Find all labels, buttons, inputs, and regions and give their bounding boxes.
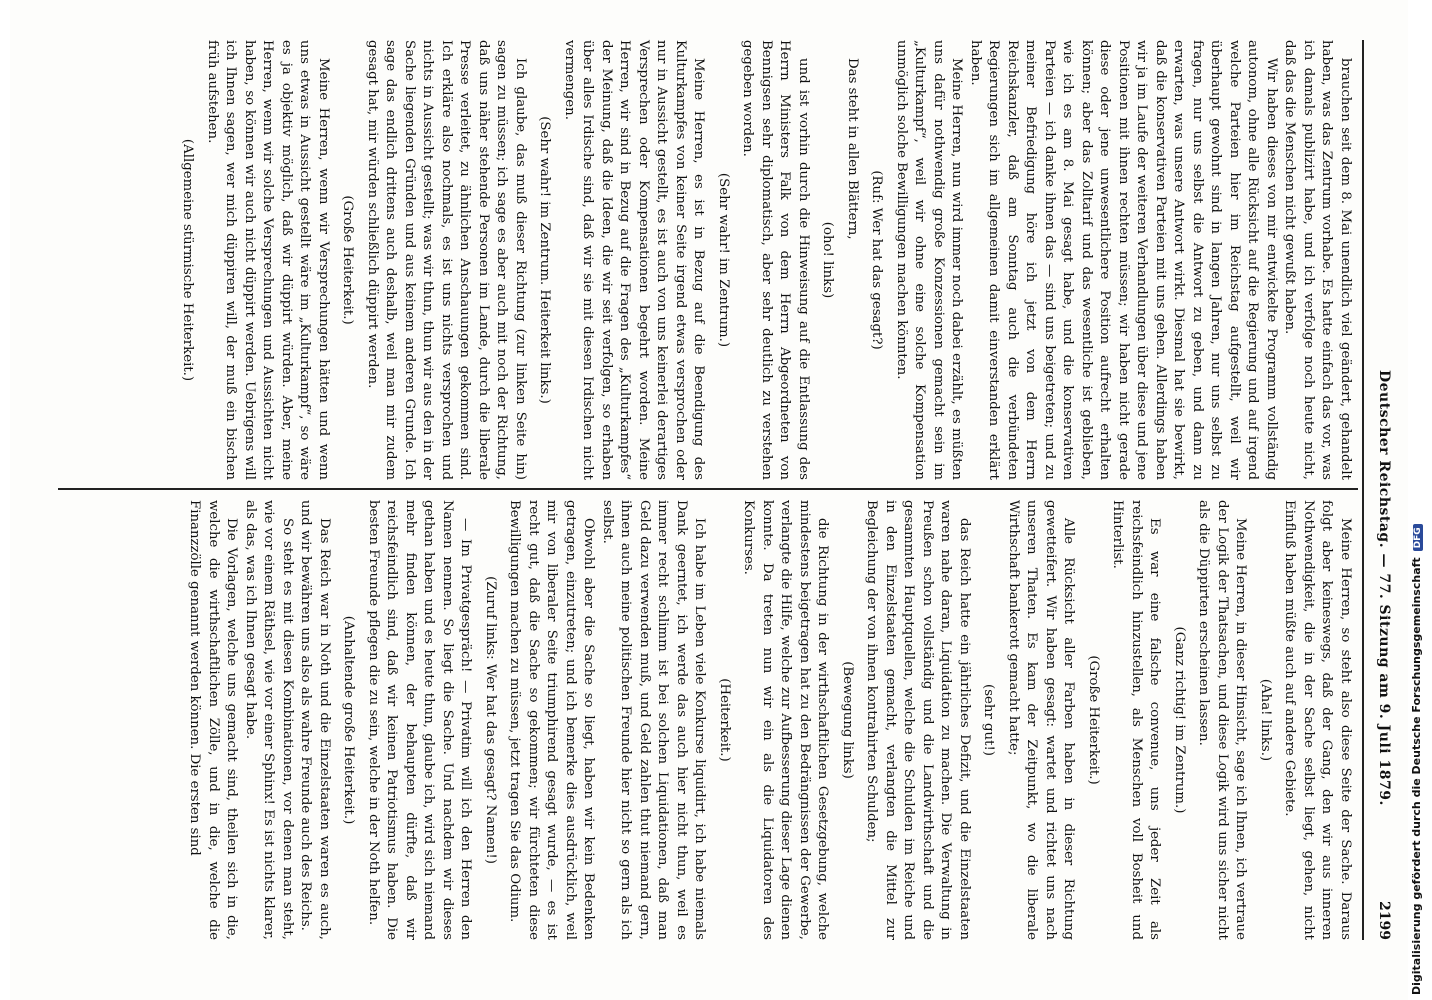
- paragraph: Wir haben dieses von mir entwickelte Programm vollständig autonom, ohne alle Rücksicht auf die Regierung und auf irgend welche Parteien hier im Reichstag aufgestellt, weil wir überhaupt gewohnt sind in langen Jahren, nur uns selbst zu fragen, nur uns selbst die Antwort zu geben, und dann zu erwarten, was unsere Antwort wirkt. Diesmal hat sie bewirkt, daß die konservativen Parteien mit uns gehen. Allerdings haben wir ja im Laufe der weiteren Verhandlungen über diese und jene Positionen mit ihnen rechten müssen; wir haben nicht gerade diese oder jene unwesentlichere Position aufrecht erhalten können; aber das Zolltarif und das wesentliche ist geblieben, wie ich es am 8. Mai gesagt habe, und die konservativen Parteien — ich danke ihnen das — sind uns beigetreten; und zu meiner Befriedigung höre ich jetzt von dem Herrn Reichskanzler, daß am Sonntag auch die verbündeten Regierungen sich im allgemeinen damit einverstanden erklärt haben.: [968, 40, 1279, 480]
- dfg-credit: [1410, 5, 1430, 995]
- page-number: 2199: [1376, 901, 1392, 940]
- paragraph: Alle Rücksicht aller Farben haben in dieser Richtung gewetteifert. Wir haben gesagt: wartet und richtet uns nach unseren Thaten. Es kam der Zeitpunkt, wo die liberale Wirthschaft bankerott gemacht hatte;: [1006, 500, 1077, 940]
- paragraph: Meine Herren, in dieser Hinsicht, sage ich Ihnen, ich vertraue der Logik der Thatsachen, und diese Logik wird uns sicher nicht als die Düppirten erscheinen lassen.: [1196, 500, 1249, 940]
- paragraph: Meine Herren, so steht also diese Seite der Sache. Daraus folgt aber keineswegs, daß der Gang, den wir aus inneren Nothwendigkeit, die in der Sache selbst liegt, gehen, nicht Einfluß haben müßte auch auf andere Gebiete.: [1282, 500, 1353, 940]
- paragraph: — Im Privatgespräch! — Privatim will ich den Herren den Namen nennen. So liegt die Sache. Und nachdem wir dieses gethan haben und es heute thun, glaube ich, wird sich niemand mehr finden können, der behaupten dürfte, daß wir reichsfeindlich sind, daß wir keinen Patriotismus haben. Die besten Freunde pflegen die zu sein, welche in der Noth helfen.: [366, 500, 474, 940]
- interjection: (Ruf: Wer hat das gesagt?): [869, 170, 885, 350]
- interjection: (Allgemeine stürmische Heiterkeit.): [180, 138, 196, 382]
- interjection: (sehr gut!): [981, 684, 997, 756]
- paragraph: Das Reich war in Noth und die Einzelstaaten waren es auch, und wir bewähren uns also als wahre Freunde auch des Reichs.: [298, 500, 332, 940]
- interjection: (Sehr wahr! im Zentrum.): [716, 172, 731, 348]
- column-divider: [58, 488, 1358, 490]
- page-title: Deutscher Reichstag. — 77. Sitzung am 9. Juli 1879.: [1376, 370, 1392, 806]
- paragraph: die Richtung in der wirthschaftlichen Gesetzgebung, welche mindestens beigetragen hat zu den Bedrängnissen der Gewerbe, verlangte die Hilfe, welche zur Aufbesserung dieser Lage dienen konnte. Da treten nun wir ein als die Liquidatoren des Konkurses.: [741, 500, 831, 940]
- paragraph: brauchen seit dem 8. Mai unendlich viel geändert, gehandelt haben, was das Zentrum vorhabe. Es hatte einfach das vor, was ich damals publizirt habe, und ich verfolge noch heute nicht, daß das die Menschen nicht gewußt haben.: [1282, 40, 1353, 480]
- interjection: (Ganz richtig! im Zentrum.): [1172, 626, 1187, 814]
- dfg-credit-text: Digitalisierung gefördert durch die Deutsche Forschungsgemeinschaft: [1410, 557, 1423, 995]
- header-rule: [1362, 40, 1364, 940]
- right-column: [185, 500, 1354, 940]
- paragraph: das Reich hatte ein jährliches Defizit, und die Einzelstaaten waren nahe daran, Liquidation zu machen. Die Verwaltung in Preußen schon vollständig und die Landwirthschaft und die gesammten Hauptquellen, welche die Schulden im Reiche und in den Einzelstaaten gemacht, verlangten die Mittel zur Begleichung der von ihnen kontrahirten Schulden;: [864, 500, 972, 940]
- interjection: (oho! links): [820, 221, 836, 299]
- paragraph: Das steht in allen Blättern,: [845, 58, 860, 240]
- interjection: (Zuruf links: Wer hat das gesagt? Namen!): [483, 576, 498, 864]
- interjection: (Aha! links.): [1258, 678, 1273, 762]
- paragraph: Es war eine falsche convenue, uns jeder Zeit als reichsfeindlich hinzustellen, als Menschen voll Bosheit und Hinterlist.: [1110, 500, 1163, 940]
- dfg-logo-icon: DFG: [1413, 524, 1423, 551]
- paragraph: Obwohl aber die Sache so liegt, haben wir kein Bedenken getragen, einzutreten; und ich bemerke dies ausdrücklich, weil mir von liberaler Seite triumphirend gesagt wurde, — es ist recht gut, daß die Sache so gekommen; wir fürchteten diese Bewilligungen machen zu müssen, jetzt tragen Sie das Odium.: [507, 500, 597, 940]
- interjection: (Heiterkeit.): [717, 678, 732, 762]
- interjection: (Bewegung links): [840, 661, 855, 779]
- paragraph: und ist vorhin durch die Hinweisung auf die Entlassung des Herrn Ministers Falk von dem Herrn Abgeordneten von Bennigsen sehr diplomatisch, aber sehr deutlich zu verstehen gegeben worden.: [740, 40, 811, 480]
- interjection: (Anhaltende große Heiterkeit.): [341, 615, 357, 825]
- paragraph: Ich glaube, das muß dieser Richtung (zur linken Seite hin) sagen zu müssen; ich sage es aber auch mit noch der Richtung, daß uns näher stehende Personen im Lande, durch die liberale Presse verleitet, zu ähnlichen Anschauungen gekommen sind. Ich erkläre also nochmals, es ist uns nichts versprochen und nichts in Aussicht gestellt; was wir thun, thun wir aus den in der Sache liegenden Gründen und aus keinem anderen Grunde. Ich sage das endlich drittens auch deshalb, weil man mir zudem gesagt hat, mir würden schließlich düppirt werden.: [365, 40, 528, 480]
- paragraph: Die Vorlagen, welche uns gemacht sind, theilen sich in die, welche die wirthschaftlichen Zölle, und in die, welche die Finanzzölle genannt werden können. Die ersten sind: [187, 500, 240, 940]
- left-margin: [0, 0, 10, 1000]
- paragraph: So steht es mit diesen Kombinationen, vor denen man steht, wie vor einem Räthsel, wie vor einer Sphinx! Es ist nichts klarer, als das, was ich Ihnen gesagt habe.: [243, 500, 295, 940]
- paragraph: Meine Herren, wenn wir Versprechungen hätten und wenn uns etwas in Aussicht gestellt wäre im „Kulturkampf“, so wäre es ja objektiv möglich, daß wir düppirt würden. Aber, meine Herren, wenn wir solche Versprechungen und Aussichten nicht haben, so können wir auch nicht düppirt werden. Uebrigens will ich Ihnen sagen, wer mich düppiren will, der muß ein bischen früh aufstehen.: [205, 40, 331, 480]
- page-header: [1364, 40, 1394, 940]
- rotated-newspaper-page: [48, 0, 1398, 976]
- interjection: (Große Heiterkeit.): [340, 195, 356, 325]
- left-column: [172, 40, 1354, 480]
- paragraph: Meine Herren, nun wird immer noch dabei erzählt, es müßten uns dafür nothwendig große Konzessionen gemacht sein im „Kulturkampf“, weil wir ohne eine solche Kompensation unmöglich solche Bewilligungen machen könnten.: [894, 40, 965, 480]
- interjection: (Große Heiterkeit.): [1086, 655, 1101, 785]
- interjection: (Sehr wahr! im Zentrum. Heiterkeit links.): [537, 116, 553, 404]
- paragraph: Ich habe im Leben viele Konkurse liquidirt, ich habe niemals Dank geerntet, ich werde das auch hier nicht thun, weil es immer recht schlimm ist bei solchen Liquidationen, daß man Geld dazu verwenden muß, und Geld zahlen thut niemand gern, ihnen auch meine politischen Freunde hier nicht so gern als ich selbst.: [600, 500, 708, 940]
- paragraph: Meine Herren, es ist in Bezug auf die Beendigung des Kulturkampfes von keiner Seite irgend etwas versprochen oder nur in Aussicht gestellt, es ist auch von uns keinerlei derartiges Versprechen oder Kompensationen begehrt worden. Meine Herren, wir sind in Bezug auf die Fragen des „Kulturkampfes“ der Meinung, daß die Ideen, die wir seit verfolgen, so erhaben über alles Irdische sind, daß wir sie mit diesen Irdischen nicht vermengen.: [562, 40, 707, 480]
